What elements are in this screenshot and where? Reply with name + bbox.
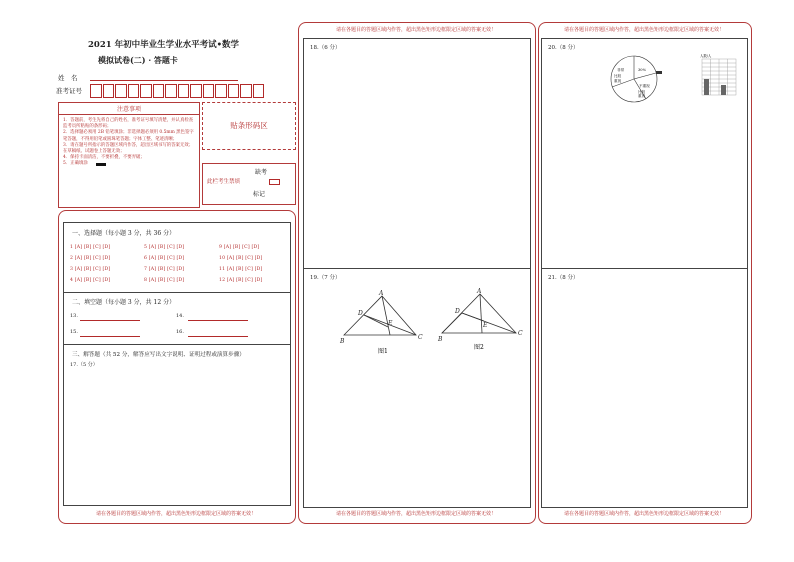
bar-2 [721,85,726,95]
name-field[interactable] [90,80,238,81]
q21-box[interactable] [541,268,748,508]
q17-label: 17.（5 分） [70,362,98,368]
section2-box [63,292,291,346]
fig2-point-d: D [455,308,460,315]
pie-slice-mark [656,71,662,74]
absent-label: 此栏考生禁填 [207,179,241,185]
pie-label-3: 重视 [614,79,622,83]
fig1-point-c: C [418,334,423,341]
barcode-label: 贴条形码区 [230,121,268,130]
notice-item-2: 2．选择题必须用 2B 铅笔填涂；非选择题必须用 0.5mm 黑色签字笔答题，不得用铅笔或圆珠笔答题；字体工整、笔迹清晰； [63,130,194,142]
barcode-area [202,102,296,150]
blank-16-label: 16. [176,329,184,335]
blank-13-label: 13. [70,313,78,319]
figure-2 [442,294,516,333]
figure-1 [344,296,416,335]
section2-title: 二、填空题（每小题 3 分，共 12 分） [72,299,176,306]
choice-option-row[interactable]: 11 [A] [B] [C] [D] [219,267,263,272]
choice-option-row[interactable]: 4 [A] [B] [C] [D] [70,278,111,283]
absent-title: 缺考 [255,169,268,176]
fig1-point-b: B [340,338,345,345]
notice-item-3: 3．请在题号所指示的答题区域内作答，超出区域书写的答案无效；在草稿纸、试题卷上答题无效； [63,142,194,155]
q20-box[interactable] [541,38,748,270]
notice-item-4: 4．保持卡面清洁，不要折叠，不要弄破； [63,155,145,161]
choice-option-row[interactable]: 2 [A] [B] [C] [D] [70,256,111,261]
blank-16-line[interactable] [188,336,248,337]
blank-13-line[interactable] [80,320,140,321]
bar-axis-label: 人数/人 [700,54,712,58]
choice-option-row[interactable]: 3 [A] [B] [C] [D] [70,267,111,272]
pie-label-7: 重视 [638,94,646,98]
id-label: 准考证号 [56,87,82,95]
filled-sample-mark [96,163,106,166]
notice-item-5: 5．正确填涂 [63,161,88,167]
warning-col2-bottom: 请在各题目的答题区域内作答，超出黑色矩形边框限定区域的答案无效！ [335,511,496,517]
pie-label-4: 30% [638,68,646,72]
fig1-point-d: D [358,310,363,317]
exam-subtitle: 模拟试卷(二) · 答题卡 [98,55,178,65]
pie-label-6: 比较 [638,90,646,94]
absent-box [202,163,296,205]
absent-checkbox[interactable] [269,179,280,185]
choice-option-row[interactable]: 7 [A] [B] [C] [D] [144,267,185,272]
warning-col3-top: 请在各题目的答题区域内作答，超出黑色矩形边框限定区域的答案无效！ [563,27,724,33]
q19-box[interactable] [303,268,531,508]
notice-item-1: 1．答题前，考生先将自己的姓名，准考证号填写清楚，并认真检查监考员所粘贴的条形码； [63,118,194,130]
exam-title: 2021 年初中毕业生学业水平考试•数学 [88,40,240,50]
q20-label: 20.（8 分） [548,45,579,51]
choice-option-row[interactable]: 12 [A] [B] [C] [D] [219,278,263,283]
q19-label: 19.（7 分） [310,275,341,281]
notice-title: 注意事项 [59,103,199,115]
bar-1 [704,79,709,95]
warning-col2-top: 请在各题目的答题区域内作答，超出黑色矩形边框限定区域的答案无效！ [335,27,496,33]
choice-option-row[interactable]: 9 [A] [B] [C] [D] [219,245,260,250]
pie-label-5: 不重视 [639,84,650,88]
section3-title: 三、解答题（共 52 分，解答应写出文字说明、证明过程或演算步骤） [72,352,245,358]
fig1-point-a: A [379,290,384,297]
pie-label-1: 非常 [617,68,625,72]
pie-label-2: 比较 [614,74,622,78]
blank-14-label: 14. [176,313,184,319]
q21-label: 21.（8 分） [548,275,579,281]
fig2-point-b: B [438,336,443,343]
warning-col3-bottom: 请在各题目的答题区域内作答，超出黑色矩形边框限定区域的答案无效！ [563,511,724,517]
fig2-caption: 图2 [474,344,484,351]
q19-figures [304,287,530,377]
fig2-point-a: A [477,288,482,295]
choice-option-row[interactable]: 6 [A] [B] [C] [D] [144,256,185,261]
fig1-caption: 图1 [378,348,388,355]
absent-mark-label: 标记 [253,191,266,198]
choice-option-row[interactable]: 5 [A] [B] [C] [D] [144,245,185,250]
blank-14-line[interactable] [188,320,248,321]
q20-charts [542,51,747,111]
notice-box [58,102,200,208]
blank-15-line[interactable] [80,336,140,337]
q18-label: 18.（6 分） [310,45,341,51]
fig1-point-e: E [388,320,393,327]
fig2-point-e: E [483,322,488,329]
choice-option-row[interactable]: 10 [A] [B] [C] [D] [219,256,263,261]
choice-option-row[interactable]: 8 [A] [B] [C] [D] [144,278,185,283]
q18-box[interactable] [303,38,531,270]
section1-title: 一、选择题（每小题 3 分，共 36 分） [72,230,176,237]
name-label: 姓 名 [58,74,78,82]
id-boxes[interactable] [90,84,264,98]
choice-option-row[interactable]: 1 [A] [B] [C] [D] [70,245,111,250]
blank-15-label: 15. [70,329,78,335]
section3-box[interactable] [63,344,291,506]
section1-box [63,222,291,294]
fig2-point-c: C [518,330,523,337]
warning-col1: 请在各题目的答题区域内作答，超出黑色矩形边框限定区域的答案无效！ [95,511,256,517]
